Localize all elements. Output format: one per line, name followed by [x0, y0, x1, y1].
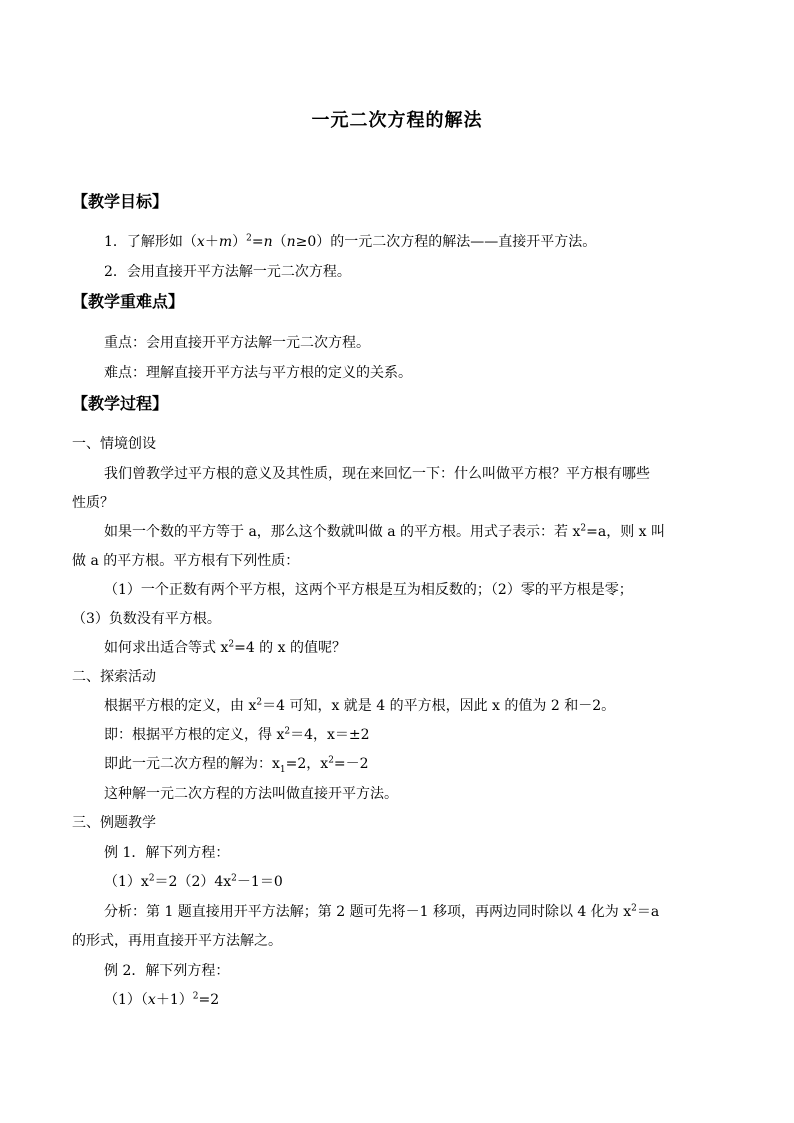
- paragraph-1-line-2: 性质？: [72, 495, 114, 511]
- key-point-difficulty: 难点：理解直接开平方法与平方根的定义的关系。: [104, 365, 412, 381]
- part3-title: 三、例题教学: [72, 815, 156, 831]
- part2-title: 二、探索活动: [72, 669, 156, 685]
- explore-line-3: 即此一元二次方程的解为：$x_1=2$，$x^2=-2$: [104, 755, 369, 775]
- example-1-equations: $(1)x^2=2(2)4x^2-1=0$: [104, 873, 283, 890]
- objective-item-1: 1．了解形如$(x+m)^2=n(n\ge 0)$的一元二次方程的解法——直接开平方法。: [104, 233, 597, 250]
- analysis-line-2: 的形式，再用直接开平方法解之。: [72, 933, 282, 949]
- paragraph-3-line-2: （3）负数没有平方根。: [72, 611, 221, 627]
- explore-line-2: 即：根据平方根的定义，得 $x^2=4$，x＝±2: [104, 726, 370, 743]
- document-title: 一元二次方程的解法: [311, 110, 483, 131]
- paragraph-2-line-1: 如果一个数的平方等于 a，那么这个数就叫做 a 的平方根。用式子表示：若 $x^2=a$，则 x 叫: [104, 523, 665, 540]
- process-heading: 【教学过程】: [72, 394, 169, 413]
- key-point-focus: 重点：会用直接开平方法解一元二次方程。: [104, 335, 370, 351]
- explore-line-4: 这种解一元二次方程的方法叫做直接开平方法。: [104, 786, 398, 802]
- example-2-equation: $(1)(x+1)^2=2$: [104, 991, 220, 1008]
- objective-item-2: 2．会用直接开平方法解一元二次方程。: [104, 264, 351, 280]
- example-2-title: 例 2．解下列方程：: [104, 963, 230, 979]
- analysis-line-1: 分析：第 1 题直接用开平方法解；第 2 题可先将－1 移项，再两边同时除以 4 化为 $x^2=a$: [104, 903, 660, 920]
- paragraph-1-line-1: 我们曾教学过平方根的意义及其性质，现在来回忆一下：什么叫做平方根？平方根有哪些: [104, 466, 650, 482]
- explore-line-1: 根据平方根的定义，由 $x^2=4$ 可知，x 就是 4 的平方根，因此 x 的值为 2 和－2。: [104, 697, 616, 714]
- paragraph-2-line-2: 做 a 的平方根。平方根有下列性质：: [72, 553, 300, 569]
- objectives-heading: 【教学目标】: [72, 192, 169, 211]
- key-points-heading: 【教学重难点】: [72, 292, 185, 311]
- paragraph-4: 如何求出适合等式 $x^2=4$ 的 x 的值呢？: [104, 639, 346, 656]
- paragraph-3-line-1: （1）一个正数有两个平方根，这两个平方根是互为相反数的；（2）零的平方根是零；: [104, 582, 633, 598]
- example-1-title: 例 1．解下列方程：: [104, 845, 230, 861]
- part1-title: 一、情境创设: [72, 436, 156, 452]
